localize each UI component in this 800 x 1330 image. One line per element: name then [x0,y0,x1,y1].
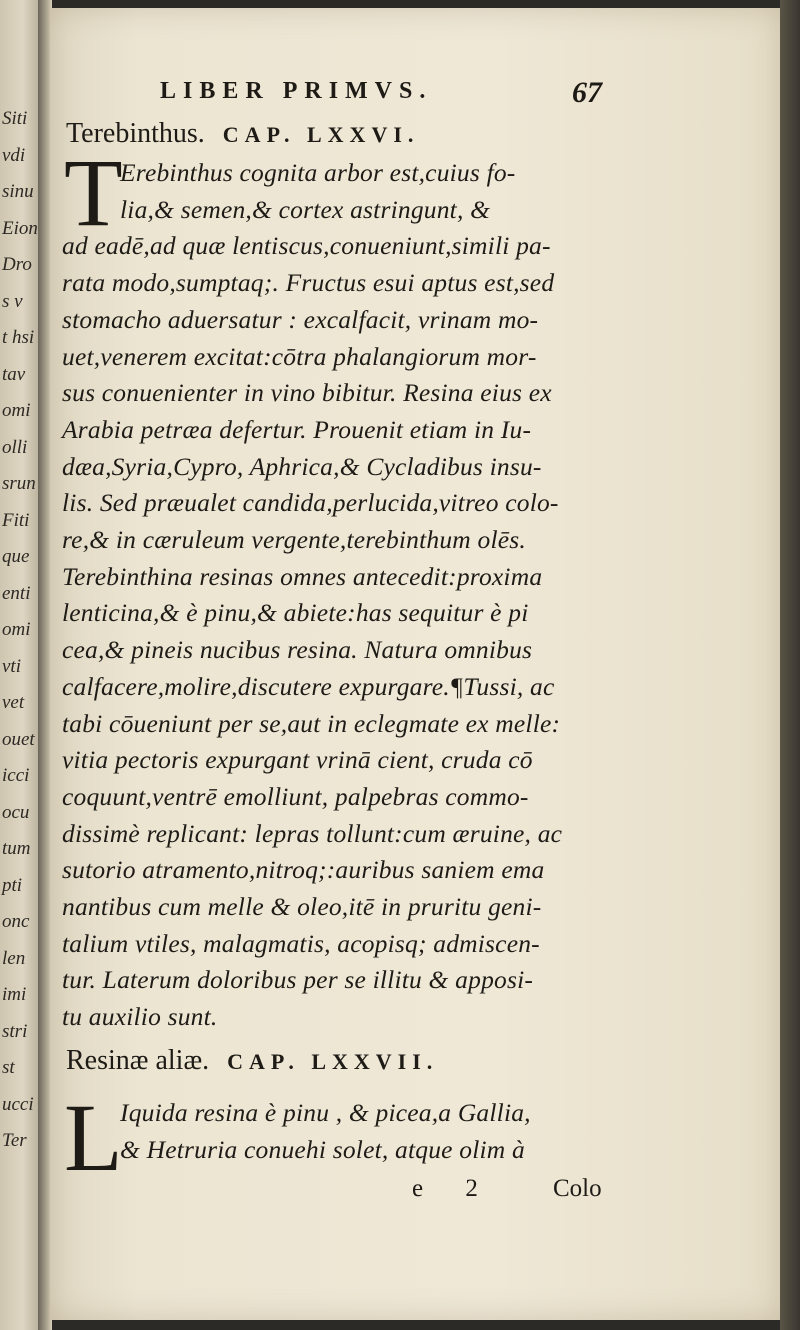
facing-page-fragment: tav [2,363,26,385]
facing-page-fragment: Siti [2,108,28,129]
facing-page-fragment: omi [2,400,31,421]
page-number: 67 [572,76,602,109]
facing-page-fragment: ouet [2,728,35,750]
text-line: re,& in cæruleum vergente,terebinthum olēs. [62,525,526,554]
facing-page-fragment: vti [2,655,21,677]
text-line: lis. Sed præualet candida,perlucida,vitreo colo- [62,488,559,518]
facing-page-fragment: srun [2,473,36,494]
facing-page-fragment: enti [2,582,31,604]
text-line: nantibus cum melle & oleo,itē in pruritu geni- [62,892,542,921]
facing-page-fragment: sinu [2,181,34,202]
chapter-title: Terebinthus. [66,118,205,149]
facing-page-fragment: st [2,1057,15,1078]
facing-page-fragment: ucci [2,1093,34,1115]
drop-capital: T [64,139,123,246]
text-line: rata modo,sumptaq;. Fructus esui aptus est,sed [62,268,555,298]
text-line: calfacere,molire,discutere expurgare.¶Tussi, ac [62,671,555,701]
facing-page-fragment: pti [2,874,23,896]
text-line: lia,& semen,& cortex astringunt, & [120,194,491,224]
text-line: lenticina,& è pinu,& abiete:has sequitur è pi [62,598,529,628]
text-line: Arabia petræa defertur. Prouenit etiam in Iu- [62,414,532,444]
drop-capital: L [64,1084,123,1191]
text-line: tabi cōueniunt per se,aut in eclegmate ex melle: [62,708,561,738]
text-line: tu auxilio sunt. [62,1002,218,1032]
text-line: uet,venerem excitat:cōtra phalangiorum mor- [62,341,537,371]
text-line: sutorio atramento,nitroq;:auribus saniem ema [62,855,545,885]
text-line: tur. Laterum doloribus per se illitu & apposi- [62,965,534,995]
text-line: sus conuenienter in vino bibitur. Resina eius ex [62,378,552,408]
text-line: Terebinthina resinas omnes antecedit:proxima [62,561,543,591]
facing-page-edge [0,0,38,1330]
text-line: Erebinthus cognita arbor est,cuius fo- [120,158,516,187]
chapter-title: Resinæ aliæ. [66,1045,210,1076]
text-line: cea,& pineis nucibus resina. Natura omnibus [62,635,533,665]
facing-page-fragment: Fiti [2,509,30,531]
facing-page-fragment: omi [2,619,31,640]
chapter-number: CAP. LXXVII. [227,1049,439,1074]
catchword: Colo [553,1175,602,1202]
facing-page-fragment: stri [2,1020,28,1042]
facing-page-fragment: t hsi [2,327,35,348]
facing-page-fragment: vdi [2,144,26,166]
text-line: vitia pectoris expurgant vrinā cient, cruda cō [62,745,533,775]
text-line: & Hetruria conuehi solet, atque olim à [120,1134,525,1164]
text-line: Iquida resina è pinu , & picea,a Gallia, [120,1098,531,1127]
chapter-number: CAP. LXXVI. [222,122,420,147]
facing-page-fragment: Ter [2,1130,27,1151]
text-line: ad eadē,ad quæ lentiscus,conueniunt,simili pa- [62,231,551,261]
facing-page-fragment: tum [2,838,31,859]
facing-page-fragment: s v [2,290,23,312]
facing-page-fragment: Eion [2,217,38,239]
page-edge-shadow [780,0,800,1330]
facing-page-fragment: olli [2,436,28,458]
text-line: stomacho aduersatur : excalfacit, vrinam mo- [62,304,539,334]
facing-page-fragment: ocu [2,801,30,823]
facing-page-fragment: icci [2,765,30,786]
running-head: LIBER PRIMVS. [160,78,433,104]
text-line: dæa,Syria,Cypro, Aphrica,& Cycladibus insu- [62,451,542,481]
facing-page-fragment: imi [2,984,27,1005]
facing-page-fragment: len [2,947,26,969]
signature-mark: e 2 [412,1175,496,1202]
facing-page-fragment: vet [2,692,25,713]
chapter-heading [66,1045,438,1077]
text-line: dissimè replicant: lepras tollunt:cum æruine, ac [62,818,563,848]
facing-page-fragment: Dro [2,254,32,275]
text-line: coquunt,ventrē emolliunt, palpebras commo- [62,781,529,811]
facing-page-fragment: onc [2,911,30,932]
facing-page-fragment: que [2,546,30,567]
text-line: talium vtiles, malagmatis, acopisq; admiscen- [62,928,540,958]
